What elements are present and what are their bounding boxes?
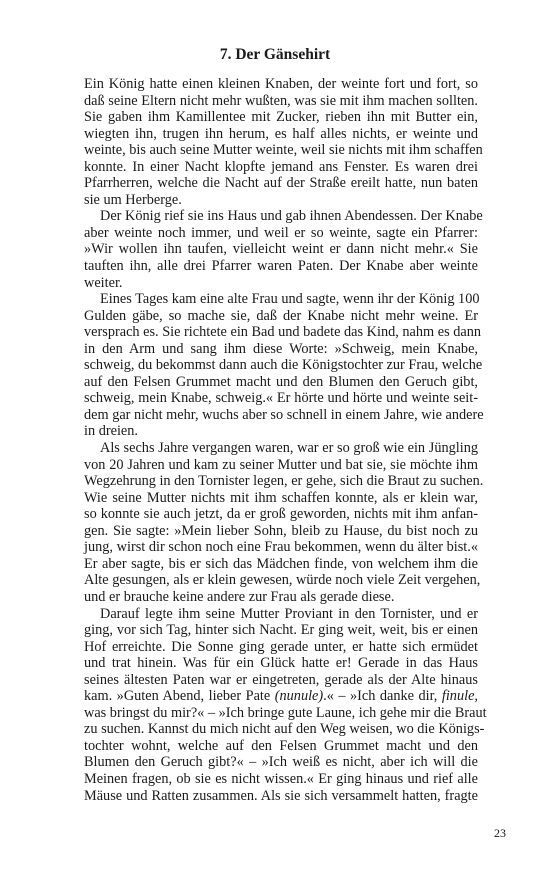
line-text: Mäuse und Ratten zusammen. Als sie sich versammelt hatten, fragte xyxy=(84,787,478,804)
chapter-title: 7. Der Gänsehirt xyxy=(219,46,331,63)
line-text: sie um Herberge. xyxy=(84,191,182,208)
text-line xyxy=(84,738,478,755)
line-text: zu suchen. Kannst du mich nicht auf den Weg weisen, wo die Königs- xyxy=(84,721,485,738)
line-text: daß seine Eltern nicht mehr wußten, was sie mit ihm machen sollten. xyxy=(84,92,478,109)
text-line xyxy=(84,606,478,623)
line-text: so konnte sie auch jetzt, da er groß geworden, nichts mit ihm anfan- xyxy=(84,506,478,523)
text-line xyxy=(84,754,478,771)
line-text: »Wir wollen ihn taufen, vielleicht weint er dann nicht mehr.« Sie xyxy=(84,241,478,258)
line-text: tauften ihn, alle drei Pfarrer waren Paten. Der Knabe aber weinte xyxy=(84,258,478,275)
line-text: in dreien. xyxy=(84,423,138,440)
line-text: auf den Felsen Grummet macht und den Blumen den Geruch gibt, xyxy=(84,373,478,390)
text-line xyxy=(84,241,478,258)
text-line xyxy=(84,406,484,424)
text-line xyxy=(84,374,478,391)
text-line xyxy=(84,457,478,474)
line-text: und trat hinein. Was für ein Glück hatte er! Gerade in das Haus xyxy=(84,655,478,672)
line-text: Wegzehrung in den Tornister legen, er gehe, sich die Braut zu suchen. xyxy=(84,473,484,490)
text-line xyxy=(84,308,478,325)
text-line xyxy=(84,523,478,540)
text-line xyxy=(84,721,485,738)
line-text: Darauf legte ihm seine Mutter Proviant in den Tornister, und er xyxy=(100,605,478,622)
line-text: .« – »Ich danke dir, xyxy=(323,688,442,705)
line-text: schweig, du bekommst dann auch die Königstochter zur Frau, welche xyxy=(84,357,483,374)
text-line xyxy=(84,506,478,523)
italic-word: finule, xyxy=(441,688,478,705)
text-line xyxy=(84,93,478,110)
line-text: weiter. xyxy=(84,274,123,291)
text-line xyxy=(84,556,478,573)
text-line xyxy=(84,258,478,275)
line-text: tochter wohnt, welche auf den Felsen Grummet macht und den xyxy=(84,737,478,754)
line-text: was bringst du mir?« – »Ich bringe gute Laune, ich gehe mir die Braut xyxy=(84,704,487,721)
text-line xyxy=(84,423,478,440)
text-line xyxy=(84,192,478,209)
text-line xyxy=(84,672,478,689)
text-line xyxy=(84,76,478,93)
text-line xyxy=(84,655,478,672)
line-text: dem gar nicht mehr, wuchs aber so schnell in einem Jahre, wie andere xyxy=(84,406,484,423)
line-text: und er brauche keine andere zur Frau als gerade diese. xyxy=(84,588,395,605)
line-text: Sie gaben ihm Kamillentee mit Zucker, rieben ihn mit Butter ein, xyxy=(84,109,478,126)
line-text: von 20 Jahren und kam zu seiner Mutter und bat sie, sie möchte ihm xyxy=(84,456,478,473)
line-text: seines ältesten Paten war er eingetreten, gerade als der Alte hinaus xyxy=(84,671,478,688)
text-line xyxy=(84,589,478,606)
text-line xyxy=(84,324,482,341)
italic-word: (nunule) xyxy=(274,688,324,705)
line-text: Er aber sagte, bis er sich das Mädchen finde, von welchem ihm die xyxy=(84,555,478,572)
text-line xyxy=(84,622,478,639)
text-line xyxy=(84,788,478,805)
line-text: Als sechs Jahre vergangen waren, war er so groß wie ein Jüngling xyxy=(100,440,478,457)
line-text: versprach es. Sie richtete ein Bad und badete das Kind, nahm es dann xyxy=(84,324,482,341)
line-text: Meinen fragen, ob sie es nicht wissen.« Er ging hinaus und rief alle xyxy=(84,770,478,787)
line-text: ging, vor sich Tag, hinter sich Nacht. Er ging weit, weit, bis er einen xyxy=(84,622,478,639)
text-line xyxy=(84,159,478,176)
line-text: Blumen den Geruch gibt?« – »Ich weiß es nicht, aber ich will die xyxy=(84,754,478,771)
line-text: kam. »Guten Abend, lieber Pate xyxy=(84,688,275,705)
text-line xyxy=(84,275,478,292)
page-number: 23 xyxy=(494,826,506,840)
text-line xyxy=(84,688,478,705)
line-text: weinte, bis auch seine Mutter weinte, weil sie nichts mit ihm schaffen xyxy=(84,142,483,159)
text-line xyxy=(84,109,478,126)
text-line xyxy=(84,539,478,556)
line-text: aber weinte noch immer, und weil er so weinte, sagte ein Pfarrer: xyxy=(84,224,478,241)
text-line xyxy=(84,175,478,192)
line-text: Hof erreichte. Die Sonne ging gerade unter, er hatte sich ermüdet xyxy=(84,638,478,655)
line-text: jung, wirst dir schon noch eine Frau bekommen, wenn du älter bist.« xyxy=(84,539,478,556)
line-text: Gulden gäbe, so mache sie, daß der Knabe nicht mehr weine. Er xyxy=(84,307,478,324)
text-line xyxy=(84,572,481,589)
text-line xyxy=(84,771,478,788)
line-text: Der König rief sie ins Haus und gab ihnen Abendessen. Der Knabe xyxy=(100,208,483,225)
text-line xyxy=(84,639,478,656)
text-line xyxy=(84,126,478,143)
text-line xyxy=(84,291,478,308)
line-text: Ein König hatte einen kleinen Knaben, der weinte fort und fort, so xyxy=(84,76,478,92)
line-text: konnte. In einer Nacht klopfte jemand ans Fenster. Es waren drei xyxy=(84,158,478,175)
story-text xyxy=(84,76,487,804)
line-text: Pfarrherren, welche die Nacht auf der Straße ereilt hatte, nun baten xyxy=(84,175,478,192)
text-line xyxy=(84,142,483,159)
text-line xyxy=(84,341,478,358)
line-text: Wie seine Mutter nichts mit ihm schaffen konnte, als er klein war, xyxy=(84,489,478,506)
line-text: schweig, mein Knabe, schweig.« Er hörte und hörte und weinte seit- xyxy=(84,390,478,407)
text-line xyxy=(84,208,483,225)
text-line xyxy=(84,440,478,457)
text-line xyxy=(84,225,478,242)
text-line xyxy=(84,357,483,374)
line-text: wiegten ihn, trugen ihn herum, es half alles nichts, er weinte und xyxy=(84,125,478,142)
line-text: Alte gesungen, als er klein gewesen, würde noch viele Zeit vergehen, xyxy=(84,572,481,589)
text-line xyxy=(84,473,484,490)
text-line xyxy=(84,390,478,407)
text-line xyxy=(84,704,487,722)
line-text: Eines Tages kam eine alte Frau und sagte, wenn ihr der König 100 xyxy=(100,291,480,308)
line-text: in den Arm und sang ihm diese Worte: »Schweig, mein Knabe, xyxy=(84,340,478,357)
text-line xyxy=(84,490,478,507)
line-text: gen. Sie sagte: »Mein lieber Sohn, bleib zu Hause, du bist noch zu xyxy=(84,522,478,539)
